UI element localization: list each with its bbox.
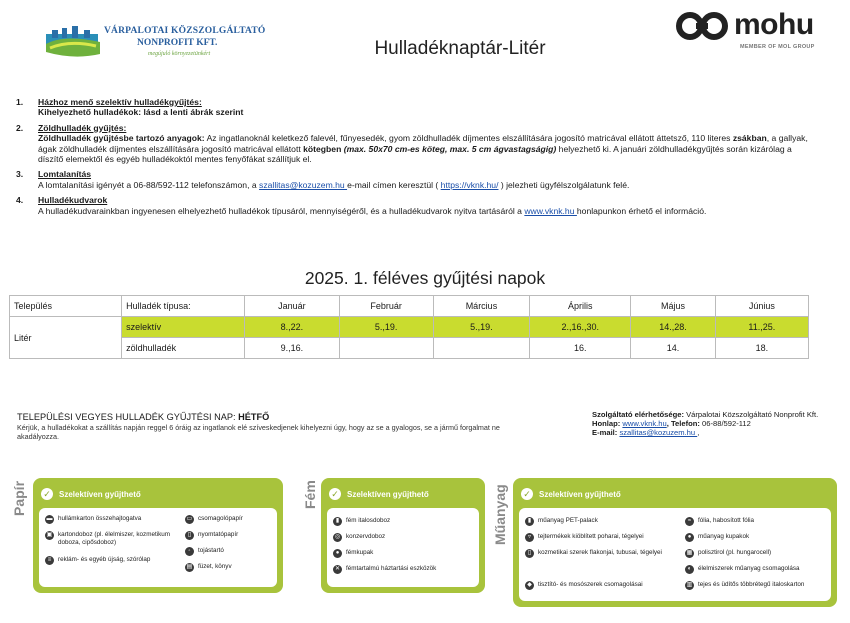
email-link[interactable]: szallitas@kozuzem.hu bbox=[259, 179, 348, 190]
item-number: 4. bbox=[16, 195, 24, 206]
detergent-icon: ◆ bbox=[525, 581, 534, 590]
list-item bbox=[333, 533, 478, 542]
column-header: Február bbox=[339, 296, 433, 317]
org-name-line1: VÁRPALOTAI KÖZSZOLGÁLTATÓ bbox=[104, 26, 266, 36]
card-heading-text: Szelektíven gyűjthető bbox=[59, 489, 141, 499]
list-item bbox=[185, 563, 275, 572]
column-header: Január bbox=[245, 296, 339, 317]
settlement-cell: Litér bbox=[10, 317, 122, 359]
list-item-text: műanyag PET-palack bbox=[538, 517, 598, 524]
list-item bbox=[525, 549, 675, 558]
list-item bbox=[685, 533, 830, 542]
polystyrene-icon: ▦ bbox=[686, 550, 693, 556]
waste-type-cell: szelektív bbox=[122, 317, 245, 338]
date-cell: 5.,19. bbox=[433, 317, 529, 338]
text-bold: Zöldhulladék gyűjtésbe tartozó anyagok: bbox=[38, 133, 205, 144]
wrapping-paper-icon: ▭ bbox=[186, 516, 193, 522]
list-item bbox=[185, 547, 275, 556]
check-icon: ✓ bbox=[521, 488, 533, 500]
egg-tray-icon: ◦ bbox=[185, 547, 194, 556]
papir-label: Papír bbox=[11, 480, 27, 516]
contact-org: Várpalotai Közszolgáltató Nonprofit Kft. bbox=[684, 410, 819, 419]
date-cell: 11.,25. bbox=[715, 317, 808, 338]
website-link[interactable]: https://vknk.hu/ bbox=[440, 179, 499, 190]
text-bold: kötegben bbox=[303, 143, 342, 154]
list-item bbox=[333, 565, 478, 574]
date-cell: 9.,16. bbox=[245, 338, 339, 359]
card-heading-text: Szelektíven gyűjthető bbox=[539, 489, 621, 499]
table-header-row bbox=[10, 296, 809, 317]
list-item bbox=[525, 533, 675, 542]
list-item bbox=[525, 581, 675, 590]
column-header: Május bbox=[631, 296, 715, 317]
email-link[interactable]: szallitas@kozuzem.hu bbox=[619, 428, 698, 437]
schedule-title: 2025. 1. féléves gyűjtési napok bbox=[304, 268, 546, 288]
contact-block bbox=[592, 410, 832, 437]
list-item-text: konzervdoboz bbox=[346, 533, 386, 540]
website-link[interactable]: www.vknk.hu bbox=[524, 205, 577, 216]
date-cell bbox=[339, 338, 433, 359]
tools-icon: ✕ bbox=[334, 566, 341, 572]
check-icon: ✓ bbox=[41, 488, 53, 500]
list-item bbox=[685, 565, 830, 574]
text-span: A lomtalanítási igényét a 06-88/592-112 telefonszámon, a bbox=[38, 179, 260, 190]
item-text bbox=[38, 180, 816, 190]
list-item-text: tejes és üdítős többrétegű italoskarton bbox=[698, 581, 805, 588]
list-item bbox=[685, 581, 830, 590]
table-row bbox=[10, 338, 809, 359]
tin-can-icon: ◎ bbox=[334, 534, 341, 540]
date-cell: 18. bbox=[715, 338, 808, 359]
newspaper-icon: ≡ bbox=[45, 556, 54, 565]
item-number: 1. bbox=[16, 97, 24, 107]
list-item-text: polisztirol (pl. hungarocell) bbox=[698, 549, 772, 556]
list-item-text: műanyag kupakok bbox=[698, 533, 750, 540]
list-item-text: fémkupak bbox=[346, 549, 374, 556]
org-name-line2: NONPROFIT KFT. bbox=[137, 38, 218, 48]
mixed-waste-title-text: TELEPÜLÉSI VEGYES HULLADÉK GYŰJTÉSI NAP: bbox=[17, 412, 239, 422]
list-item-text: kartondoboz (pl. élelmiszer, kozmetikum doboza, cipősdoboz) bbox=[58, 531, 170, 546]
muanyag-label: Műanyag bbox=[492, 484, 508, 545]
date-cell: 8.,22. bbox=[245, 317, 339, 338]
list-item bbox=[333, 517, 478, 526]
yogurt-cup-icon: ▿ bbox=[525, 533, 534, 542]
org-slogan: megújuló környezetünkért bbox=[148, 51, 211, 57]
date-cell: 16. bbox=[530, 338, 631, 359]
list-item bbox=[45, 531, 170, 546]
waste-type-cell: zöldhulladék bbox=[122, 338, 245, 359]
card-body bbox=[39, 508, 277, 587]
info-item-2 bbox=[16, 123, 816, 165]
mohu-logo-icon bbox=[676, 10, 730, 42]
list-item bbox=[45, 515, 170, 524]
table-row bbox=[10, 317, 809, 338]
list-item bbox=[185, 531, 275, 540]
list-item bbox=[333, 549, 478, 558]
page-title: Hulladéknaptár-Litér bbox=[374, 38, 546, 59]
list-item-text: fólia, habosított fólia bbox=[698, 517, 755, 524]
contact-label: Szolgáltató elérhetősége: bbox=[592, 410, 684, 419]
text-span: ) jelezheti ügyfélszolgálatunk felé. bbox=[498, 179, 630, 190]
list-item-text: élelmiszerek műanyag csomagolása bbox=[698, 565, 800, 572]
vknk-logo bbox=[44, 22, 274, 68]
list-item-text: tejtermékek kiöblített poharai, tégelyei bbox=[538, 533, 644, 540]
collection-day: HÉTFŐ bbox=[238, 412, 270, 422]
info-item-4 bbox=[16, 195, 816, 216]
list-item-text: csomagolópapír bbox=[198, 515, 243, 522]
book-icon: ▤ bbox=[186, 564, 193, 570]
item-heading: Lomtalanítás bbox=[38, 169, 92, 180]
mixed-waste-text: Kérjük, a hulladékokat a szállítás napján reggel 6 óráig az ingatlanok elé szíveskedjenek kihelyezni úgy, hogy az se a gyalogos, se a jármű forgalmat ne akadályozza. bbox=[17, 423, 500, 441]
item-number: 3. bbox=[16, 169, 24, 180]
list-item bbox=[45, 556, 170, 565]
box-icon: ▣ bbox=[46, 532, 53, 538]
mohu-subtitle: MEMBER OF MOL GROUP bbox=[740, 44, 815, 50]
list-item-text: fém italosdoboz bbox=[346, 517, 391, 524]
date-cell: 2.,16.,30. bbox=[530, 317, 631, 338]
column-header: Település bbox=[10, 296, 122, 317]
card-heading bbox=[329, 486, 429, 502]
list-item-text: nyomtatópapír bbox=[198, 531, 239, 538]
cardboard-icon: ▬ bbox=[46, 516, 53, 522]
item-number: 2. bbox=[16, 122, 24, 133]
list-item-text: hullámkarton összehajtogatva bbox=[58, 515, 142, 522]
list-item-text: füzet, könyv bbox=[198, 563, 232, 570]
carton-icon: ▥ bbox=[686, 582, 693, 588]
text-span: , a gallyak, ágak zöldhulladék díjmentes elszállítására jogosító matricával ellátott bbox=[38, 133, 808, 154]
printer-paper-icon: ▯ bbox=[185, 531, 194, 540]
text-bold: zsákban bbox=[732, 133, 767, 144]
list-item-text: reklám- és egyéb újság, szórólap bbox=[58, 556, 151, 563]
card-heading bbox=[41, 486, 141, 502]
list-item bbox=[685, 549, 830, 558]
date-cell: 14. bbox=[631, 338, 715, 359]
column-header: Hulladék típusa: bbox=[122, 296, 245, 317]
column-header: Április bbox=[530, 296, 631, 317]
item-text bbox=[38, 206, 816, 216]
contact-phone: 06-88/592-112 bbox=[699, 419, 751, 428]
mohu-wordmark: mohu bbox=[734, 8, 814, 41]
list-item bbox=[185, 515, 275, 524]
muanyag-card bbox=[513, 478, 837, 607]
list-item-text: tojástartó bbox=[198, 547, 224, 554]
website-link[interactable]: www.vknk.hu bbox=[622, 419, 667, 428]
text-span: helyezhető ki. A januári zöldhulladékgyűjtés során kizárólag a díszítő elemektől és egyéb hulladékoktól mentes fenyőfákat szállítjuk el. bbox=[38, 143, 792, 165]
date-cell bbox=[433, 338, 529, 359]
cosmetic-bottle-icon: ▯ bbox=[525, 549, 534, 558]
item-heading: Hulladékudvarok bbox=[38, 195, 108, 206]
info-item-1 bbox=[16, 97, 816, 118]
item-text: Kihelyezhető hulladékok: lásd a lenti ábrák szerint bbox=[38, 107, 244, 118]
check-icon: ✓ bbox=[329, 488, 341, 500]
list-item-text: fémtartalmú háztartási eszközök bbox=[346, 565, 437, 572]
list-item bbox=[685, 517, 830, 526]
card-body bbox=[327, 508, 479, 587]
text-italic: (max. 50x70 cm-es köteg, max. 5 cm ágvastagságig) bbox=[341, 143, 557, 154]
card-heading-text: Szelektíven gyűjthető bbox=[347, 489, 429, 499]
text-span: honlapunkon érhető el információ. bbox=[576, 205, 707, 216]
cap-icon: ● bbox=[685, 533, 694, 542]
text-span: e-mail címen keresztül ( bbox=[347, 179, 441, 190]
card-body bbox=[519, 508, 831, 601]
cap-icon: ● bbox=[333, 549, 342, 558]
fem-label: Fém bbox=[302, 480, 318, 509]
list-item-text: tisztító- és mosószerek csomagolásai bbox=[538, 581, 643, 588]
bottle-icon: ▮ bbox=[525, 517, 534, 526]
schedule-table bbox=[9, 295, 809, 359]
date-cell: 5.,19. bbox=[339, 317, 433, 338]
text-span: A hulladékudvarainkban ingyenesen elhelyezhető hulladékok típusáról, mennyiségéről, és a hulladékudvarok nyitva tartásáról a bbox=[38, 205, 525, 216]
vknk-logo-icon bbox=[44, 24, 102, 60]
column-header: Június bbox=[715, 296, 808, 317]
text-span: Az ingatlanoknál keletkező falevél, fűnyesedék, gyom zöldhulladék díjmentes elszállítására jogosító matricával ellátott áttetsző, 110 literes bbox=[204, 133, 733, 144]
column-header: Március bbox=[433, 296, 529, 317]
list-item-text: kozmetikai szerek flakonjai, tubusai, tégelyei bbox=[538, 549, 662, 556]
food-packaging-icon: ◐ bbox=[685, 565, 694, 574]
info-list bbox=[16, 97, 816, 221]
mixed-waste-title bbox=[17, 412, 269, 422]
date-cell: 14.,28. bbox=[631, 317, 715, 338]
item-text bbox=[38, 133, 816, 164]
papir-card bbox=[33, 478, 283, 593]
item-heading: Házhoz menő szelektív hulladékgyűjtés: bbox=[38, 97, 202, 107]
card-heading bbox=[521, 486, 621, 502]
can-icon: ▮ bbox=[333, 517, 342, 526]
list-item bbox=[525, 517, 675, 526]
fem-card bbox=[321, 478, 485, 593]
foil-icon: ≈ bbox=[685, 517, 694, 526]
contact-label: , Telefon: bbox=[666, 419, 700, 428]
info-item-3 bbox=[16, 169, 816, 190]
contact-label: Honlap: bbox=[592, 419, 621, 428]
contact-label: E-mail: bbox=[592, 428, 618, 437]
item-heading: Zöldhulladék gyűjtés: bbox=[38, 122, 127, 133]
mohu-logo bbox=[676, 10, 826, 54]
contact-punct: , bbox=[697, 428, 700, 437]
